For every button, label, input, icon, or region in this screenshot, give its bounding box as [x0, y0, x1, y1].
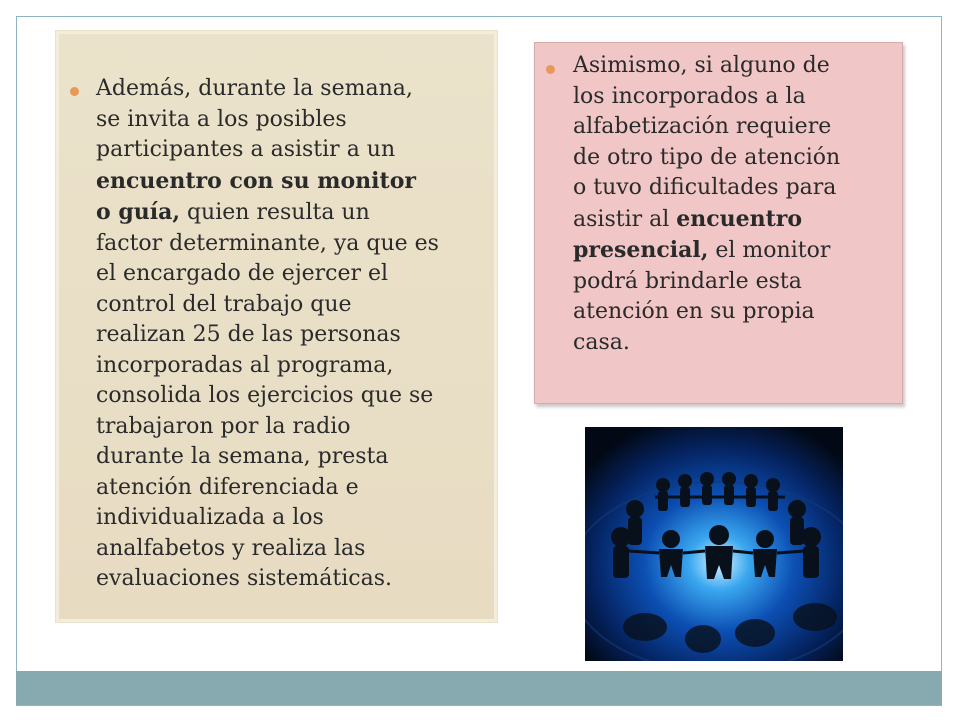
left-bullet-line [96, 166, 439, 198]
left-bullet-line [96, 229, 439, 260]
right-bullet-line [573, 297, 840, 328]
left-bullet-line [96, 503, 439, 534]
left-text-box [56, 31, 497, 622]
right-bullet-line [573, 143, 840, 174]
right-bullet-line [573, 173, 840, 204]
text-run: alfabetización requiere [573, 114, 832, 139]
left-bullet-text [96, 74, 439, 595]
right-bullet-line [573, 267, 840, 298]
text-run: realizan 25 de las personas [96, 322, 401, 347]
right-bullet-line [573, 112, 840, 143]
bold-text: encuentro [676, 205, 803, 232]
text-run: factor determinante, ya que es [96, 230, 439, 256]
bullet-icon [70, 87, 79, 96]
right-bullet-text [573, 51, 840, 358]
text-run: casa. [573, 329, 630, 355]
text-run: podrá brindarle esta [573, 268, 802, 294]
left-bullet-line [96, 412, 439, 443]
text-run: asistir al [573, 206, 677, 232]
text-run: atención en su propia [573, 299, 815, 324]
text-run: individualizada a los [96, 505, 324, 530]
left-bullet-line [96, 135, 439, 166]
left-bullet-line [96, 351, 439, 382]
text-run: quien resulta un [179, 200, 370, 225]
text-run: evaluaciones sistemáticas. [96, 566, 393, 591]
left-bullet-line [96, 320, 439, 351]
text-run: los incorporados a la [573, 83, 806, 109]
right-bullet-line [573, 82, 840, 113]
right-bullet-line [573, 235, 840, 267]
text-run: Asimismo, si alguno de [573, 53, 830, 78]
footer-band [16, 671, 942, 705]
right-bullet-line [573, 51, 840, 82]
left-bullet-line [96, 381, 439, 412]
text-run: el encargado de ejercer el [96, 261, 389, 286]
text-run: atención diferenciada e [96, 474, 359, 500]
bold-text: presencial, [573, 237, 709, 263]
left-bullet-line [96, 534, 439, 565]
text-run: control del trabajo que [96, 291, 352, 317]
text-run: se invita a los posibles [96, 106, 347, 132]
text-run: participantes a asistir a un [96, 137, 396, 162]
left-bullet-line [96, 442, 439, 473]
text-run: Además, durante la semana, [96, 76, 413, 101]
right-bullet-line [573, 328, 840, 359]
left-bullet-line [96, 105, 439, 136]
text-run: de otro tipo de atención [573, 144, 841, 170]
left-bullet-line [96, 564, 439, 595]
left-bullet-line [96, 290, 439, 321]
text-run: o tuvo dificultades para [573, 175, 837, 200]
bold-text: encuentro con su monitor [96, 167, 416, 194]
text-run: durante la semana, presta [96, 444, 389, 469]
text-run: consolida los ejercicios que se [96, 383, 434, 408]
left-bullet-line [96, 197, 439, 229]
right-bullet-line [573, 204, 840, 236]
text-run: incorporadas al programa, [96, 352, 394, 378]
bold-text: o guía, [96, 199, 180, 225]
text-run: trabajaron por la radio [96, 413, 351, 439]
left-bullet-line [96, 473, 439, 504]
text-run: analfabetos y realiza las [96, 535, 366, 561]
text-run: el monitor [708, 238, 831, 263]
bullet-icon [546, 65, 555, 74]
left-bullet-line [96, 74, 439, 105]
people-circle-image [585, 427, 843, 661]
right-text-box [534, 42, 903, 404]
left-bullet-line [96, 259, 439, 290]
